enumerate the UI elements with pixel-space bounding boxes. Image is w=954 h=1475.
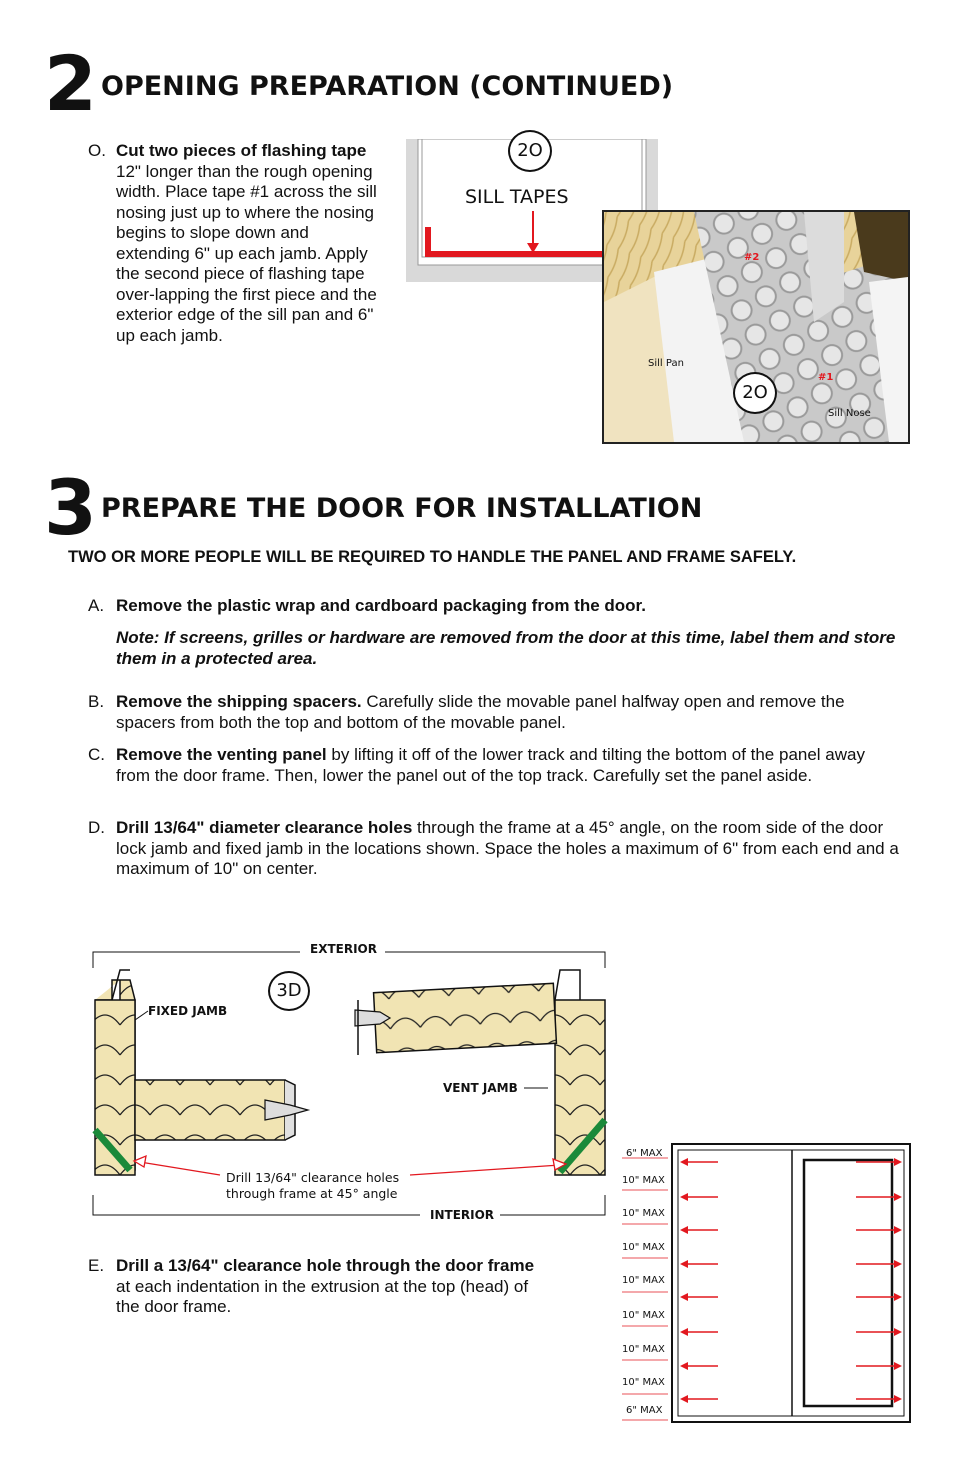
label-sill-nose: Sill Nose bbox=[828, 408, 871, 419]
sill-tapes-caption: SILL TAPES bbox=[465, 186, 569, 208]
spacing-label: 10" MAX bbox=[622, 1275, 665, 1286]
door-spacing-diagram bbox=[618, 1140, 914, 1425]
label-exterior: EXTERIOR bbox=[310, 942, 377, 956]
drill-note bbox=[226, 1170, 399, 1202]
safety-warning: TWO OR MORE PEOPLE WILL BE REQUIRED TO HANDLE THE PANEL AND FRAME SAFELY. bbox=[68, 548, 797, 566]
spacing-label: 10" MAX bbox=[622, 1310, 665, 1321]
spacing-label: 10" MAX bbox=[622, 1208, 665, 1219]
section-title-prepare-door: PREPARE THE DOOR FOR INSTALLATION bbox=[101, 493, 703, 524]
item-c-text bbox=[116, 745, 896, 786]
item-c-body: by lifting it off of the lower track and tilting the bottom of the panel away from the door frame. Then, lower the panel out of the top track. Carefully set the panel aside. bbox=[116, 745, 865, 785]
item-o-text bbox=[116, 141, 384, 346]
item-o-bold: Cut two pieces of flashing tape bbox=[116, 141, 367, 160]
label-fixed-jamb: FIXED JAMB bbox=[148, 1004, 228, 1018]
callout-3d: 3D bbox=[268, 971, 310, 1011]
item-b-body: Carefully slide the movable panel halfway open and remove the spacers from both the top and bottom of the movable panel. bbox=[116, 692, 845, 732]
item-d-text bbox=[116, 818, 906, 880]
item-letter-o: O. bbox=[88, 141, 106, 160]
item-e-bold: Drill a 13/64" clearance hole through the door frame bbox=[116, 1256, 535, 1275]
spacing-label: 10" MAX bbox=[622, 1344, 665, 1355]
item-d-bold: Drill 13/64" diameter clearance holes bbox=[116, 818, 413, 837]
item-b-text bbox=[116, 692, 896, 733]
spacing-label: 6" MAX bbox=[626, 1148, 663, 1159]
label-interior: INTERIOR bbox=[430, 1208, 495, 1222]
item-letter-d: D. bbox=[88, 818, 105, 837]
item-letter-b: B. bbox=[88, 692, 105, 711]
jamb-section-diagram bbox=[90, 940, 610, 1220]
callout-2o-photo: 2O bbox=[733, 372, 777, 414]
drill-note-line-1: Drill 13/64" clearance holes bbox=[226, 1170, 400, 1185]
label-sill-pan: Sill Pan bbox=[648, 358, 684, 369]
spacing-label: 10" MAX bbox=[622, 1175, 665, 1186]
label-tape-2: #2 bbox=[744, 252, 760, 263]
step-number-2: 2 bbox=[44, 39, 97, 128]
item-letter-c: C. bbox=[88, 745, 105, 764]
label-tape-1: #1 bbox=[818, 372, 834, 383]
item-a-text: Remove the plastic wrap and cardboard packaging from the door. bbox=[116, 596, 646, 615]
drill-note-line-2: through frame at 45° angle bbox=[226, 1186, 398, 1201]
spacing-label: 6" MAX bbox=[626, 1405, 663, 1416]
item-o-body: 12" longer than the rough opening width. Place tape #1 across the sill nosing just up to where the nosing begins to slope down and extending 6" up each jamb. Apply the second piece of flashing tape over-lapping the first piece and the exterior edge of the sill pan and 6" up each jamb. bbox=[116, 161, 377, 345]
spacing-label: 10" MAX bbox=[622, 1242, 665, 1253]
item-e-text bbox=[116, 1256, 546, 1318]
item-e-body: at each indentation in the extrusion at the top (head) of the door frame. bbox=[116, 1276, 529, 1316]
label-vent-jamb: VENT JAMB bbox=[443, 1081, 518, 1095]
item-letter-a: A. bbox=[88, 596, 105, 615]
callout-2o: 2O bbox=[508, 130, 552, 172]
note-text: Note: If screens, grilles or hardware are removed from the door at this time, label them and store them in a protected area. bbox=[116, 628, 896, 668]
item-d-body: through the frame at a 45° angle, on the room side of the door lock jamb and fixed jamb in the locations shown. Space the holes a maximum of 6" from each end and a maximum of 10" on center. bbox=[116, 818, 899, 878]
step-number-3: 3 bbox=[44, 463, 97, 552]
item-b-bold: Remove the shipping spacers. bbox=[116, 692, 362, 711]
section-title-opening-preparation: OPENING PREPARATION (CONTINUED) bbox=[101, 71, 674, 102]
spacing-label: 10" MAX bbox=[622, 1377, 665, 1388]
item-letter-e: E. bbox=[88, 1256, 105, 1275]
item-c-bold: Remove the venting panel bbox=[116, 745, 327, 764]
